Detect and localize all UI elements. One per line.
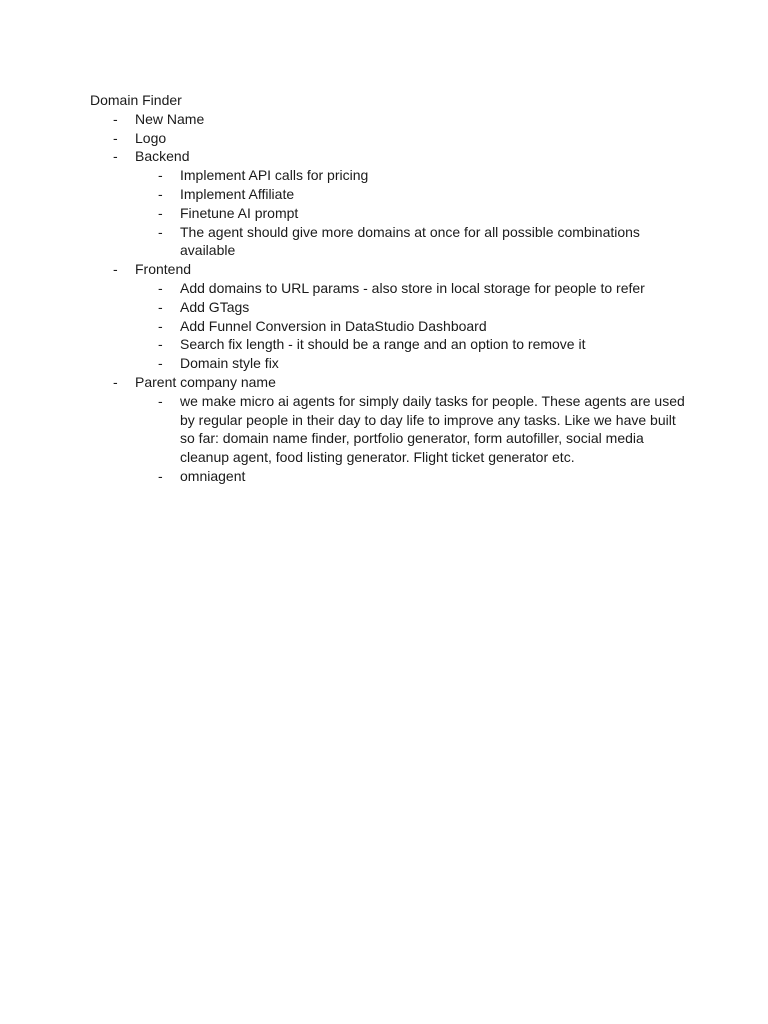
bullet-marker: - — [158, 336, 163, 353]
bullet-marker: - — [158, 392, 163, 409]
bullet-marker: - — [158, 298, 163, 315]
nested-list-item — [135, 298, 690, 317]
nested-list-item-text: Implement API calls for pricing — [180, 167, 369, 184]
bullet-marker: - — [158, 355, 163, 372]
nested-list-item — [135, 392, 690, 467]
nested-list — [135, 392, 690, 486]
bullet-marker: - — [113, 373, 118, 390]
list-item-label: Parent company name — [135, 373, 276, 390]
nested-list-item-text: Add GTags — [180, 298, 250, 315]
bullet-marker: - — [113, 110, 118, 127]
nested-list-item-text: Finetune AI prompt — [180, 204, 299, 221]
list-item-label: Logo — [135, 129, 167, 146]
bullet-marker: - — [158, 467, 163, 484]
bullet-marker: - — [158, 167, 163, 184]
nested-list-item-text: Search fix length - it should be a range and an option to remove it — [180, 336, 586, 353]
nested-list-item-text: Add domains to URL params - also store in local storage for people to refer — [180, 279, 645, 296]
nested-list-item — [135, 317, 690, 336]
bullet-marker: - — [158, 223, 163, 240]
nested-list-item-text: The agent should give more domains at once for all possible combinations available — [180, 223, 640, 259]
nested-list-item — [135, 166, 690, 185]
list-item-label: New Name — [135, 110, 205, 127]
bullet-marker: - — [113, 129, 118, 146]
nested-list-item — [135, 467, 690, 486]
list-item-label: Frontend — [135, 261, 192, 278]
bullet-marker: - — [158, 185, 163, 202]
bullet-marker: - — [113, 261, 118, 278]
nested-list-item — [135, 354, 690, 373]
list-item — [90, 373, 690, 486]
list-item — [90, 260, 690, 373]
document-title: Domain Finder — [90, 92, 182, 108]
bullet-marker: - — [158, 279, 163, 296]
nested-list-item — [135, 279, 690, 298]
bullet-marker: - — [113, 148, 118, 165]
list-item — [90, 147, 690, 260]
list-item-label: Backend — [135, 148, 190, 165]
nested-list-item — [135, 335, 690, 354]
nested-list-item-text: we make micro ai agents for simply daily tasks for people. These agents are used by regular people in their day to day life to improve any tasks. Like we have built so far: domain name finder, portfolio generator, form autofiller, social media cleanup agent, food listing generator. Flight ticket generator etc. — [180, 392, 685, 466]
nested-list — [135, 279, 690, 373]
top-level-list — [90, 110, 690, 486]
bullet-marker: - — [158, 204, 163, 221]
nested-list-item-text: Add Funnel Conversion in DataStudio Dashboard — [180, 317, 487, 334]
nested-list-item-text: omniagent — [180, 467, 246, 484]
document-body — [90, 91, 690, 486]
list-item — [90, 129, 690, 148]
nested-list — [135, 166, 690, 260]
list-item — [90, 110, 690, 129]
nested-list-item-text: Domain style fix — [180, 355, 279, 372]
nested-list-item — [135, 204, 690, 223]
bullet-marker: - — [158, 317, 163, 334]
nested-list-item — [135, 223, 690, 261]
nested-list-item — [135, 185, 690, 204]
nested-list-item-text: Implement Affiliate — [180, 185, 295, 202]
